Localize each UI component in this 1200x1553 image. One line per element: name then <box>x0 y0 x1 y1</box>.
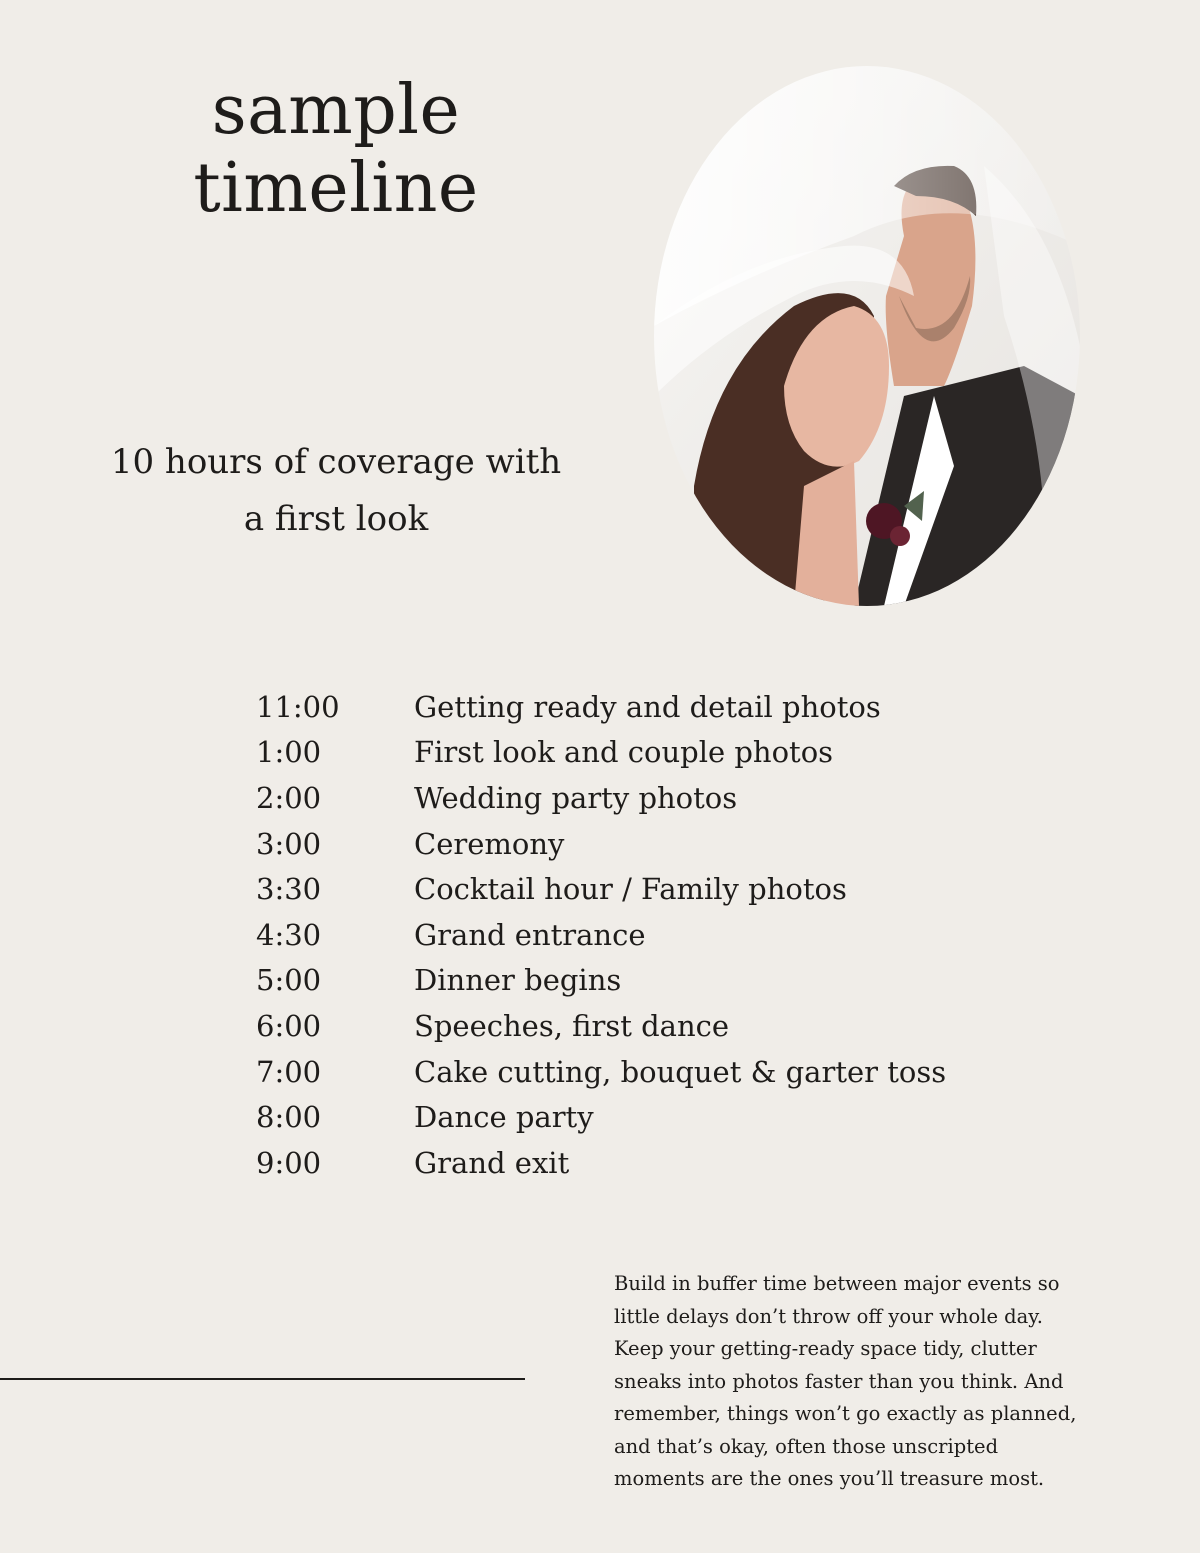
couple-photo <box>654 66 1080 606</box>
timeline-event: Dance party <box>414 1100 594 1135</box>
timeline-event: Grand exit <box>414 1145 570 1180</box>
timeline-time: 11:00 <box>256 689 340 724</box>
timeline-time: 4:30 <box>256 917 322 952</box>
timeline-row <box>256 1003 1016 1049</box>
horizontal-divider <box>0 1378 525 1380</box>
timeline-event: Ceremony <box>414 826 565 861</box>
coverage-subtitle <box>96 434 576 548</box>
timeline-row <box>256 684 1016 730</box>
title-line-1: sample <box>211 71 461 150</box>
timeline-event: First look and couple photos <box>414 735 834 770</box>
timeline-time: 9:00 <box>256 1145 322 1180</box>
timeline-time: 5:00 <box>256 963 322 998</box>
timeline-event: Wedding party photos <box>414 780 738 815</box>
timeline-row <box>256 730 1016 776</box>
timeline-time: 7:00 <box>256 1054 322 1089</box>
page-title <box>136 72 536 228</box>
timeline-time: 3:30 <box>256 872 322 907</box>
timeline-time: 3:00 <box>256 826 322 861</box>
timeline-row <box>256 958 1016 1004</box>
timeline-event: Cocktail hour / Family photos <box>414 872 847 907</box>
timeline-row <box>256 912 1016 958</box>
subtitle-line-2: a first look <box>243 499 429 539</box>
timeline-time: 8:00 <box>256 1100 322 1135</box>
timeline-row <box>256 821 1016 867</box>
timeline-row <box>256 1140 1016 1186</box>
timeline-time: 2:00 <box>256 780 322 815</box>
timeline-list <box>256 684 1016 1186</box>
timeline-event: Dinner begins <box>414 963 622 998</box>
timeline-row <box>256 866 1016 912</box>
timeline-row <box>256 775 1016 821</box>
timeline-event: Speeches, first dance <box>414 1008 730 1043</box>
subtitle-line-1: 10 hours of coverage with <box>110 442 562 482</box>
couple-photo-illustration <box>654 66 1080 606</box>
timeline-time: 6:00 <box>256 1008 322 1043</box>
title-line-2: timeline <box>193 149 479 228</box>
timeline-time: 1:00 <box>256 735 322 770</box>
tip-paragraph: Build in buffer time between major events so little delays don’t throw off your whole day. Keep your getting-ready space tidy, clutter sneaks into photos faster than you think. And remember, things won’t go exactly as planned, and that’s okay, often those unscripted moments are the ones you’ll treasure most. <box>614 1272 1077 1490</box>
timeline-event: Grand entrance <box>414 917 646 952</box>
timeline-row <box>256 1094 1016 1140</box>
timeline-event: Getting ready and detail photos <box>414 689 881 724</box>
timeline-row <box>256 1049 1016 1095</box>
timeline-event: Cake cutting, bouquet & garter toss <box>414 1054 947 1089</box>
